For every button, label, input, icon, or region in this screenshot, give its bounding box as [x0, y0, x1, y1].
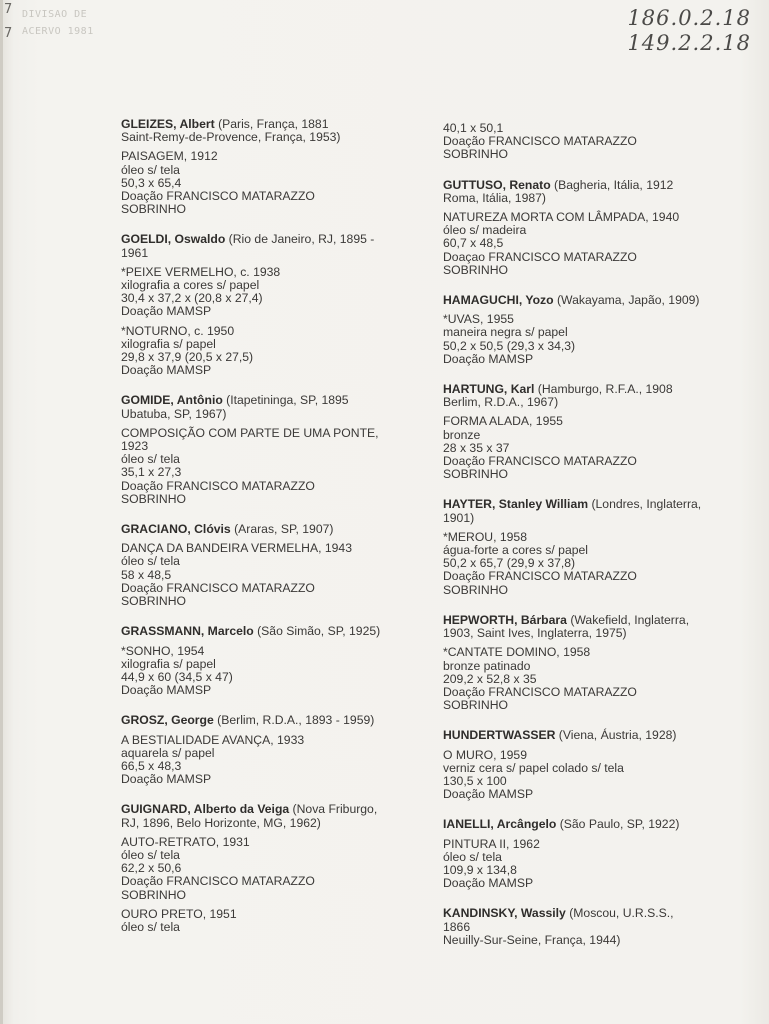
artwork-detail: óleo s/ tela	[121, 554, 180, 569]
artwork-detail: Doação MAMSP	[121, 772, 212, 787]
artist-bio: (São Simão, SP, 1925)	[253, 624, 381, 639]
artist-line	[443, 294, 733, 307]
artwork-detail: 109,9 x 134,8	[443, 862, 517, 877]
artwork-detail: SOBRINHO	[121, 491, 187, 506]
artist-bio: (Moscou, U.R.S.S.,	[565, 906, 674, 921]
artist-bio-line: Roma, Itália, 1987)	[443, 190, 546, 205]
artwork-detail: SOBRINHO	[121, 594, 187, 609]
artwork-detail: Doação FRANCISCO MATARAZZO	[443, 684, 637, 699]
artist-line	[121, 233, 411, 246]
artwork-detail: Doação MAMSP	[121, 304, 212, 319]
artwork-detail: Doação FRANCISCO MATARAZZO	[121, 478, 315, 493]
artwork-detail: óleo s/ tela	[121, 919, 180, 934]
handwritten-accession-numbers	[627, 6, 751, 56]
artist-name: GLEIZES, Albert	[121, 117, 215, 131]
catalog-entry	[121, 394, 411, 506]
binding-edge	[0, 0, 3, 1024]
artist-name: GRASSMANN, Marcelo	[121, 624, 254, 639]
artwork-detail: 1923	[121, 439, 149, 454]
artist-bio: (Wakefield, Inglaterra,	[566, 612, 690, 627]
artwork-detail: xilografia s/ papel	[121, 656, 216, 671]
artwork-detail: SOBRINHO	[443, 582, 509, 597]
artwork-detail: Doação FRANCISCO MATARAZZO	[443, 134, 637, 149]
artwork-detail: Doação FRANCISCO MATARAZZO	[443, 569, 637, 584]
catalog-entry	[121, 714, 411, 786]
artwork-detail: 44,9 x 60 (34,5 x 47)	[121, 669, 233, 684]
catalog-entry	[443, 498, 733, 596]
artwork-detail: Doação MAMSP	[443, 876, 534, 891]
artwork-detail: Doação FRANCISCO MATARAZZO	[121, 580, 315, 595]
artwork-detail: óleo s/ tela	[121, 452, 180, 467]
artist-line	[443, 498, 733, 511]
artist-line	[443, 818, 733, 831]
artwork-detail: 29,8 x 37,9 (20,5 x 27,5)	[121, 350, 254, 365]
handwritten-number: 149.2.2.18	[627, 31, 751, 55]
artist-line	[121, 714, 411, 727]
artwork-record	[121, 908, 411, 934]
artist-bio: (Wakayama, Japão, 1909)	[553, 293, 700, 308]
artist-bio: (Nova Friburgo,	[289, 802, 378, 817]
artist-heading	[443, 614, 733, 640]
artist-heading	[121, 625, 411, 638]
artwork-title: FORMA ALADA, 1955	[443, 414, 563, 429]
artwork-detail: 58 x 48,5	[121, 567, 172, 582]
artwork-detail: SOBRINHO	[443, 698, 509, 713]
artwork-detail: 30,4 x 37,2 x (20,8 x 27,4)	[121, 291, 263, 306]
artist-bio-line: 1866	[443, 919, 471, 934]
artist-heading	[443, 818, 733, 831]
artwork-title: AUTO-RETRATO, 1931	[121, 834, 250, 849]
artist-bio: (Viena, Áustria, 1928)	[555, 728, 677, 743]
artwork-title: DANÇA DA BANDEIRA VERMELHA, 1943	[121, 541, 352, 556]
catalog-entry	[443, 729, 733, 801]
artist-bio: (São Paulo, SP, 1922)	[556, 817, 680, 832]
artist-name: GUTTUSO, Renato	[443, 177, 551, 192]
artwork-title: A BESTIALIDADE AVANÇA, 1933	[121, 732, 305, 747]
catalog-entry	[121, 625, 411, 697]
artist-bio: (Hamburgo, R.F.A., 1908	[534, 382, 673, 397]
artist-bio: (Londres, Inglaterra,	[588, 497, 702, 512]
artwork-title: PAISAGEM, 1912	[121, 149, 218, 164]
catalog-entry	[121, 523, 411, 608]
artwork-detail: SOBRINHO	[443, 467, 509, 482]
artist-name: GOELDI, Oswaldo	[121, 232, 226, 247]
artwork-detail: Doação MAMSP	[443, 351, 534, 366]
artwork-detail: SOBRINHO	[443, 147, 509, 162]
artist-heading	[443, 294, 733, 307]
catalog-entry	[443, 383, 733, 481]
artist-heading	[443, 907, 733, 947]
artist-bio-line: Berlim, R.D.A., 1967)	[443, 395, 559, 410]
artist-heading	[121, 523, 411, 536]
artwork-detail: Doação MAMSP	[121, 363, 212, 378]
artwork-record	[121, 150, 411, 216]
faint-stamp-line: ACERVO 1981	[22, 26, 94, 37]
artwork-detail: 130,5 x 100	[443, 773, 507, 788]
artwork-detail: óleo s/ tela	[121, 847, 180, 862]
artist-name: GRACIANO, Clóvis	[121, 522, 231, 537]
artwork-detail: 50,2 x 65,7 (29,9 x 37,8)	[443, 556, 576, 571]
artist-heading	[121, 118, 411, 144]
catalog-entry	[443, 294, 733, 366]
artist-name: KANDINSKY, Wassily	[443, 906, 566, 921]
artist-line	[121, 394, 411, 407]
artist-bio-line: Neuilly-Sur-Seine, França, 1944)	[443, 932, 621, 947]
faint-stamp-line: DIVISAO DE	[22, 9, 88, 20]
artist-bio-line: Ubatuba, SP, 1967)	[121, 406, 227, 421]
artwork-detail: óleo s/ tela	[121, 162, 180, 177]
artist-name: IANELLI, Arcângelo	[443, 817, 557, 832]
artist-name: GUIGNARD, Alberto da Veiga	[121, 802, 290, 817]
artist-heading	[443, 383, 733, 409]
artwork-record	[443, 531, 733, 597]
artist-bio: (Berlim, R.D.A., 1893 - 1959)	[213, 713, 375, 728]
artist-heading	[121, 803, 411, 829]
artwork-detail: Doação FRANCISCO MATARAZZO	[443, 454, 637, 469]
artwork-record	[121, 325, 411, 378]
artwork-title: PINTURA II, 1962	[443, 836, 540, 851]
artist-bio: (Bagheria, Itália, 1912	[550, 177, 674, 192]
catalog-column-left	[121, 118, 411, 951]
catalog-entry	[121, 803, 411, 934]
handwritten-number: 186.0.2.18	[627, 6, 751, 30]
artwork-title: *PEIXE VERMELHO, c. 1938	[121, 264, 281, 279]
artwork-detail: óleo s/ tela	[443, 849, 502, 864]
artist-heading	[121, 233, 411, 259]
artwork-title: COMPOSIÇÃO COM PARTE DE UMA PONTE,	[121, 425, 379, 440]
artist-heading	[443, 179, 733, 205]
artwork-detail: Doação FRANCISCO MATARAZZO	[121, 874, 315, 889]
margin-note: 7	[4, 2, 13, 17]
artwork-detail: Doaçao FRANCISCO MATARAZZO	[443, 249, 637, 264]
artist-bio-line: RJ, 1896, Belo Horizonte, MG, 1962)	[121, 815, 321, 830]
artwork-title: *CANTATE DOMINO, 1958	[443, 645, 591, 660]
artwork-detail: 50,2 x 50,5 (29,3 x 34,3)	[443, 338, 576, 353]
artwork-title: NATUREZA MORTA COM LÂMPADA, 1940	[443, 210, 680, 225]
catalog-entry	[443, 907, 733, 947]
artwork-record	[121, 645, 411, 698]
artist-heading	[443, 498, 733, 524]
artwork-record	[121, 542, 411, 608]
artwork-detail: SOBRINHO	[121, 887, 187, 902]
catalog-entry	[121, 233, 411, 377]
artwork-title: O MURO, 1959	[443, 747, 527, 762]
artwork-detail: 28 x 35 x 37	[443, 440, 510, 455]
artwork-detail: Doação MAMSP	[443, 787, 534, 802]
artist-bio: (Paris, França, 1881	[214, 117, 329, 131]
artist-line	[443, 729, 733, 742]
artist-name: HAYTER, Stanley William	[443, 497, 589, 512]
artwork-detail: verniz cera s/ papel colado s/ tela	[443, 760, 624, 775]
artwork-detail: xilografia s/ papel	[121, 336, 216, 351]
artist-name: GOMIDE, Antônio	[121, 393, 223, 408]
artwork-record	[121, 734, 411, 787]
artwork-detail: 66,5 x 48,3	[121, 758, 182, 773]
artist-heading	[121, 394, 411, 420]
artwork-detail: SOBRINHO	[121, 202, 187, 217]
catalog-entry	[121, 118, 411, 216]
catalog-entry	[443, 818, 733, 890]
artwork-title: 40,1 x 50,1	[443, 121, 504, 135]
artist-bio-line: 1903, Saint Ives, Inglaterra, 1975)	[443, 626, 627, 641]
artwork-title: OURO PRETO, 1951	[121, 906, 237, 921]
artwork-detail: bronze patinado	[443, 658, 531, 673]
artwork-title: *SONHO, 1954	[121, 643, 205, 658]
artwork-record	[121, 427, 411, 506]
artist-name: HAMAGUCHI, Yozo	[443, 293, 554, 308]
artwork-detail: óleo s/ madeira	[443, 223, 527, 238]
artwork-title: *NOTURNO, c. 1950	[121, 323, 235, 338]
artwork-detail: 209,2 x 52,8 x 35	[443, 671, 537, 686]
artist-name: HEPWORTH, Bárbara	[443, 612, 567, 627]
artwork-detail: Doação MAMSP	[121, 683, 212, 698]
margin-note: 7	[4, 26, 13, 41]
artist-bio: (Itapetininga, SP, 1895	[222, 393, 349, 408]
artist-bio-line: 1961	[121, 245, 149, 260]
artwork-record	[443, 313, 733, 366]
artwork-detail: bronze	[443, 427, 481, 442]
artwork-detail: 62,2 x 50,6	[121, 861, 182, 876]
artwork-record	[443, 415, 733, 481]
artwork-detail: Doação FRANCISCO MATARAZZO	[121, 189, 315, 204]
artwork-title: *MEROU, 1958	[443, 529, 527, 544]
catalog-column-right	[443, 122, 733, 964]
artwork-detail: 35,1 x 27,3	[121, 465, 182, 480]
artist-heading	[121, 714, 411, 727]
catalog-entry	[443, 179, 733, 277]
artwork-record	[443, 122, 733, 162]
artwork-detail: 50,3 x 65,4	[121, 175, 182, 190]
artwork-record	[443, 211, 733, 277]
artwork-detail: água-forte a cores s/ papel	[443, 543, 588, 558]
artwork-record	[121, 266, 411, 319]
artist-line	[121, 523, 411, 536]
artist-line	[121, 625, 411, 638]
artwork-detail: xilografia a cores s/ papel	[121, 278, 260, 293]
artist-bio: (Rio de Janeiro, RJ, 1895 -	[225, 232, 375, 247]
artwork-detail: aquarela s/ papel	[121, 745, 215, 760]
artist-name: HUNDERTWASSER	[443, 728, 556, 743]
artwork-record	[443, 646, 733, 712]
artwork-record	[443, 838, 733, 891]
artist-name: HARTUNG, Karl	[443, 382, 535, 397]
artwork-detail: SOBRINHO	[443, 262, 509, 277]
artist-bio-line: 1901)	[443, 510, 475, 525]
artwork-record	[443, 749, 733, 802]
artwork-title: *UVAS, 1955	[443, 312, 514, 327]
catalog-entry	[443, 122, 733, 162]
artist-line	[443, 907, 733, 920]
catalog-entry	[443, 614, 733, 712]
artwork-detail: 60,7 x 48,5	[443, 236, 504, 251]
artist-line	[121, 803, 411, 816]
artwork-record	[121, 836, 411, 902]
artwork-detail: maneira negra s/ papel	[443, 325, 568, 340]
artist-bio: (Araras, SP, 1907)	[230, 522, 334, 537]
artist-name: GROSZ, George	[121, 713, 214, 728]
faint-stamp	[22, 6, 142, 40]
artist-heading	[443, 729, 733, 742]
artist-bio-line: Saint-Remy-de-Provence, França, 1953)	[121, 130, 341, 145]
artist-line	[443, 179, 733, 192]
